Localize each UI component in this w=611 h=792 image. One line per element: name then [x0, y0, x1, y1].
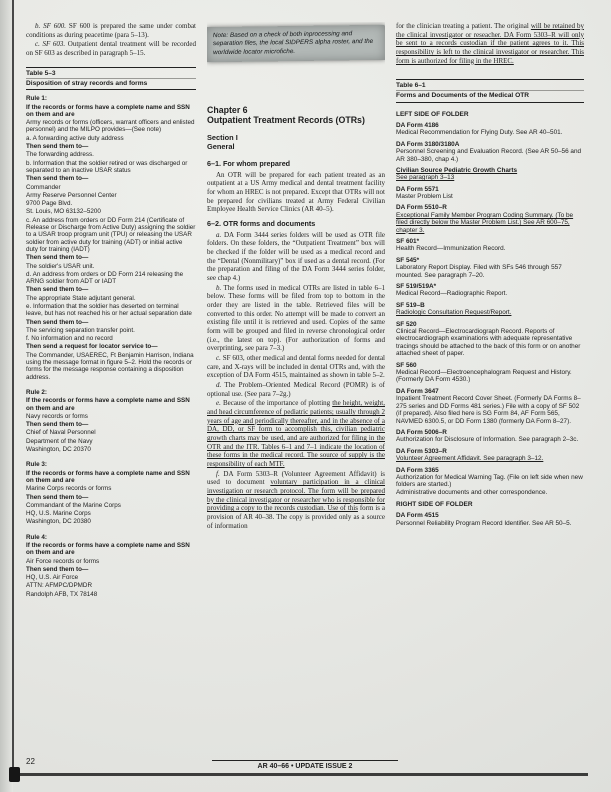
table-6-1-entry — [396, 141, 584, 163]
form-number: SF 519/519A* — [396, 283, 437, 291]
continued-paragraph — [396, 22, 584, 65]
paragraphs-6-2 — [207, 231, 385, 531]
paragraph-text: The forms used in medical OTRs are listed in table 6–1 below. These forms will be filed from top to bottom in the order they are listed in the table. Retrieved files will be converted to this order. No attempt will be made to convert an existing file until it is retrieved and used. Copies of the same form will be grouped and filed in reverse chronological order (i.e., the latest on top). (For authorization of forms and overprinting, see para 7–3.) — [207, 283, 385, 353]
table-5-3-line: The servicing separation transfer point. — [26, 326, 135, 334]
table-6-1-entry — [396, 167, 584, 182]
form-description: Administrative documents and other correspondence. — [396, 488, 548, 496]
underlined-change-text: will be retained by the clinical investigator or reseacher. DA Form 5303–R will only be sent to a records custodian if the patient agrees to it. This responsibility is left to the clinical investigator or researcher. This form is authorized for filing in the HREC. — [396, 22, 584, 65]
section-number: Section I — [207, 133, 238, 143]
paragraph-text: The Problem–Oriented Medical Record (POMR) is of optional use. (See para 7–2g.) — [207, 381, 385, 398]
form-description: Health Record—Immunization Record. — [396, 245, 506, 253]
form-description: Radiologic Consultation Request/Report. — [396, 309, 512, 317]
paragraph-lead: c. — [216, 354, 221, 362]
table-5-3-line: Randolph AFB, TX 78148 — [26, 590, 98, 598]
three-column-layout — [26, 22, 584, 764]
table-5-3-line: The forwarding address. — [26, 151, 94, 159]
form-number: SF 560 — [396, 361, 417, 369]
table-5-3-line: d. An address from orders or DD Form 214 releasing the ARNG soldier from ADT or IADT — [26, 270, 184, 286]
table-5-3-line: Then send them to— — [26, 254, 89, 262]
table-5-3-line: Chief of Naval Personnel — [26, 429, 96, 437]
form-number: DA Form 3365 — [396, 466, 439, 474]
table-5-3-line: Army records or forms (officers, warrant officers and enlisted personnel) and the MILPO provides—(See note) — [26, 119, 195, 134]
table-5-3-line: Air Force records or forms — [26, 557, 100, 565]
table-6-1-entry — [396, 122, 584, 137]
table-6-1-entry — [396, 429, 584, 444]
form-description: Exceptional Family Member Program Coding Summary. (To be filed directly below the Master Problem List.) See AR 600–75, chapter 3. — [396, 211, 574, 234]
table-6-1-entry — [396, 302, 584, 317]
column-right — [396, 22, 584, 764]
paragraph-text: Because of the importance of plotting — [220, 399, 333, 408]
form-description: Personnel Reliability Program Record Identifier. See AR 50–5. — [396, 519, 572, 527]
form-description: Authorization for Disclosure of Information. See paragraph 2–3c. — [396, 436, 579, 444]
table-5-3-line: Then send them to— — [26, 565, 89, 573]
table-5-3-line: b. Information that the soldier retired or was discharged or separated to an inactive USAR status — [26, 159, 188, 174]
table-6-1-entry — [396, 489, 584, 496]
table-5-3-line: Then send them to— — [26, 175, 89, 183]
column-left — [26, 22, 196, 764]
table-5-3-line: Then send a request for locator service to— — [26, 343, 158, 351]
paragraph-text: DA Form 3444 series folders will be used as OTR file folders. On these folders, the “Outpatient Treatment” box will be checked if the folder will be used as a medical record and the “Dental (Nonmilitary)” box if used as a dental record. (For the preparation and filing of the DA Form 3444 series folder, see chap 4.) — [207, 230, 385, 282]
form-number: DA Form 5510–R — [396, 204, 447, 212]
footer-text: AR 40–66 • UPDATE ISSUE 2 — [257, 763, 353, 770]
chapter-title: Outpatient Treatment Records (OTRs) — [207, 115, 365, 126]
intro-paragraphs — [26, 22, 196, 58]
section-title: General — [207, 142, 235, 152]
table-5-3-line: Marine Corps records or forms — [26, 485, 112, 493]
chapter-number: Chapter 6 — [207, 104, 248, 115]
table-5-3-line: HQ, U.S. Air Force — [26, 574, 79, 582]
table-6-1-id: Table 6–1 — [396, 79, 584, 91]
table-5-3-line: If the records or forms have a complete name and SSN on them and are — [26, 397, 190, 412]
scan-artifact-blob — [9, 767, 20, 782]
form-description: Volunteer Agreement Affidavit. See paragraph 3–12. — [396, 455, 544, 463]
form-description: Laboratory Report Display. Filed with SFs 546 through 557 mounted. See paragraph 7–20. — [396, 264, 562, 279]
body-paragraph — [26, 22, 196, 39]
table-5-3-line: f. No information and no record — [26, 335, 113, 343]
body-paragraph — [207, 470, 385, 531]
paragraph-lead: a. — [216, 230, 222, 239]
body-paragraph — [207, 381, 385, 398]
form-description: Master Problem List — [396, 193, 453, 201]
form-number: DA Form 3647 — [396, 387, 439, 395]
table-5-3-body — [26, 90, 196, 598]
table-5-3-line: The soldier's USAR unit. — [26, 262, 95, 270]
table-5-3-line: Rule 4: — [26, 533, 47, 541]
form-number: SF 519–B — [396, 301, 425, 309]
body-paragraph — [26, 40, 196, 57]
footer-citation — [212, 760, 398, 770]
table-5-3-line: If the records or forms have a complete name and SSN on them and are — [26, 103, 190, 118]
table-6-1-entry — [396, 111, 584, 118]
paragraph-text: SF 603, other medical and dental forms needed for dental care, and X-rays will be included in dental OTRs and, with the exception of DA Form 4515, maintained as shown in table 5–2. — [207, 354, 385, 380]
scan-artifact-bottom-edge — [13, 773, 588, 776]
paragraph-text: for the clinician treating a patient. The original — [396, 22, 531, 30]
table-5-3-line: Commandant of the Marine Corps — [26, 501, 121, 509]
form-number: DA Form 5303–R — [396, 447, 447, 455]
table-5-3-line: Then send them to— — [26, 286, 89, 294]
form-number: DA Form 4186 — [396, 121, 439, 129]
table-5-3-line: Washington, DC 20370 — [26, 446, 91, 454]
paragraph-lead: e. — [216, 399, 221, 408]
form-number: DA Form 3180/3180A — [396, 140, 460, 148]
paragraph-lead: d. — [216, 381, 222, 390]
form-number: DA Form 5006–R — [396, 428, 447, 436]
table-5-3-line: Department of the Navy — [26, 437, 93, 445]
paragraph-lead: b. SF 600. — [35, 22, 67, 30]
form-number: SF 601* — [396, 238, 420, 246]
note-text: Note: Based on a check of both inprocessing and separation files, the local SIDPERS alpha roster, and the worldwide locator microfiche. — [212, 30, 374, 56]
table-5-3-line: Then send them to— — [26, 143, 89, 151]
form-description: Authorization for Medical Warning Tag. (File on left side when new folders are started.) — [396, 473, 583, 489]
table-5-3-line: Then send them to— — [26, 318, 89, 326]
table-5-3-line: The appropriate State adjutant general. — [26, 294, 136, 302]
table-6-1-body — [396, 103, 584, 527]
table-6-1-entry — [396, 467, 584, 489]
table-5-3-line: Rule 3: — [26, 461, 47, 469]
table-5-3-line: 9700 Page Blvd. — [26, 200, 73, 208]
heading-6-1: 6–1. For whom prepared — [207, 158, 291, 168]
form-description: Personnel Screening and Evaluation Record. (See AR 50–56 and AR 380–380, chap 4.) — [396, 148, 582, 163]
table-5-3-id: Table 5–3 — [26, 67, 196, 79]
table-5-3-line: Rule 2: — [26, 388, 47, 396]
table-5-3-line: HQ, U.S. Marine Corps — [26, 510, 91, 518]
body-paragraph — [207, 231, 385, 283]
taped-note — [207, 25, 385, 62]
table-5-3-line: If the records or forms have a complete name and SSN on them and are — [26, 542, 190, 557]
scan-artifact-left-edge — [12, 0, 14, 778]
underlined-change-text: voluntary participation in a clinical investigation or research protocol. The form will be prepared by the clinical investigator or researcher who is responsible for providing a copy to the records custodian. Use of this — [207, 478, 385, 513]
table-5-3-line: Commander — [26, 183, 61, 191]
table-5-3-line: St. Louis, MO 63132–5200 — [26, 208, 101, 216]
table-6-1 — [396, 79, 584, 527]
paragraph-text: DA Form 5303–R (Volunteer Agreement Affidavit) is used to document — [207, 469, 385, 487]
paragraph-lead: b. — [216, 283, 222, 292]
underlined-change-text: the height, weight, and head circumference of pediatric patients; usually through 2 years of age and periodically thereafter, and in the absence of a DA, DD, or SF form to accomplish this, civilian pediatric growth charts may be used, and are authorized for filing in the OTR and the ITR. Tables 6–1 and 7–1 indicate the location of these forms in the medical record. The source of supply is the responsibility of each MTF. — [207, 399, 385, 469]
form-description: Clinical Record—Electrocardiograph Record. Reports of electrocardiograph examinations with adequate representative tracings should be attached to the back of this form or on another attached sheet of paper. — [396, 328, 581, 358]
table-6-1-entry — [396, 238, 584, 253]
table-6-1-entry — [396, 204, 584, 234]
paragraph-lead: c. SF 603. — [35, 40, 66, 49]
table-6-1-entry — [396, 448, 584, 463]
heading-6-2: 6–2. OTR forms and documents — [207, 218, 316, 228]
table-5-3-line: a. A forwarding active duty address — [26, 134, 124, 142]
table-5-3-line: Navy records or forms — [26, 412, 88, 420]
form-description: See paragraph 3–13 — [396, 174, 455, 182]
table-6-1-entry — [396, 501, 584, 508]
form-number: SF 520 — [396, 320, 417, 328]
paragraph-lead: f. — [216, 469, 220, 478]
paragraph-6-1: An OTR will be prepared for each patient treated as an outpatient at a US Army medical and dental treatment facility for whom an HREC is not prepared. Except that OTRs will not be prepared for civilians treated at Army Federal Civilian Employee Health Service Clinics (AR 40–5). — [207, 170, 385, 214]
page-number: 22 — [26, 757, 35, 766]
folder-side-header: RIGHT SIDE OF FOLDER — [396, 501, 473, 509]
table-6-1-entry — [396, 186, 584, 201]
form-number: DA Form 5571 — [396, 185, 439, 193]
paragraph-text: Outpatient dental treatment will be recorded on SF 603 as described in paragraph 5–15. — [26, 40, 196, 58]
table-6-1-title: Forms and Documents of the Medical OTR — [396, 91, 584, 103]
table-6-1-entry — [396, 512, 584, 527]
paragraph-text: SF 600 is prepared the same under combat conditions as during peacetime (para 5–13). — [26, 22, 196, 39]
table-5-3-line: Rule 1: — [26, 95, 47, 103]
body-paragraph — [207, 354, 385, 380]
body-paragraph — [207, 284, 385, 353]
form-description: Inpatient Treatment Record Cover Sheet. (Formerly DA Forms 8–275 series and DD Forms 481 series.) File with a copy of SF 502 (if prepared). Also filed here is SG Form 84, AF Form 565, NAVMED 6300.5, or DD Form 1380 (formerly DA Form 8–27). — [396, 395, 581, 425]
table-5-3-line: Then send them to— — [26, 421, 89, 429]
table-5-3-line: The Commander, USAEREC, Ft Benjamin Harrison, Indiana using the message format in figure 5–2. Hold the records or forms for the message response containing a disposition address. — [26, 351, 194, 381]
body-paragraph — [207, 399, 385, 468]
form-number: SF 545* — [396, 256, 420, 264]
form-description: Medical Recommendation for Flying Duty. See AR 40–501. — [396, 129, 563, 137]
form-number: DA Form 4515 — [396, 512, 439, 520]
column-middle — [207, 22, 385, 764]
table-5-3-line: ATTN: AFMPC/DPMDR — [26, 582, 93, 590]
table-5-3-line: If the records or forms have a complete name and SSN on them and are — [26, 469, 190, 484]
table-6-1-entry — [396, 388, 584, 425]
paragraph-text-tail: form is a provision of AR 40–38. The copy is provided only as a source of information — [207, 504, 385, 530]
table-5-3-line: Washington, DC 20380 — [26, 518, 91, 526]
table-6-1-entry — [396, 321, 584, 358]
table-5-3 — [26, 67, 196, 598]
table-5-3-title: Disposition of stray records and forms — [26, 79, 196, 91]
table-5-3-line: Then send them to— — [26, 493, 89, 501]
form-number: Civilian Source Pediatric Growth Charts — [396, 166, 518, 174]
table-5-3-line: e. Information that the soldier has deserted on terminal leave, but has not reached his or her actual separation date — [26, 302, 192, 318]
folder-side-header: LEFT SIDE OF FOLDER — [396, 110, 469, 118]
table-5-3-line: Army Reserve Personnel Center — [26, 191, 117, 199]
table-6-1-entry — [396, 362, 584, 384]
table-6-1-entry — [396, 283, 584, 298]
table-5-3-line: c. An address from orders or DD Form 214 (Certificate of Release or Discharge from Active Duty) assigning the soldier to a USAR troop program unit (TPU) or releasing the USAR soldier from active duty for training (ADT) or initial active duty for training (IADT) — [26, 216, 196, 253]
table-6-1-entry — [396, 257, 584, 279]
form-description: Medical Record—Radiographic Report. — [396, 290, 508, 298]
form-description: Medical Record—Electroencephalogram Request and History. (Formerly DA Form 4530.) — [396, 369, 572, 384]
